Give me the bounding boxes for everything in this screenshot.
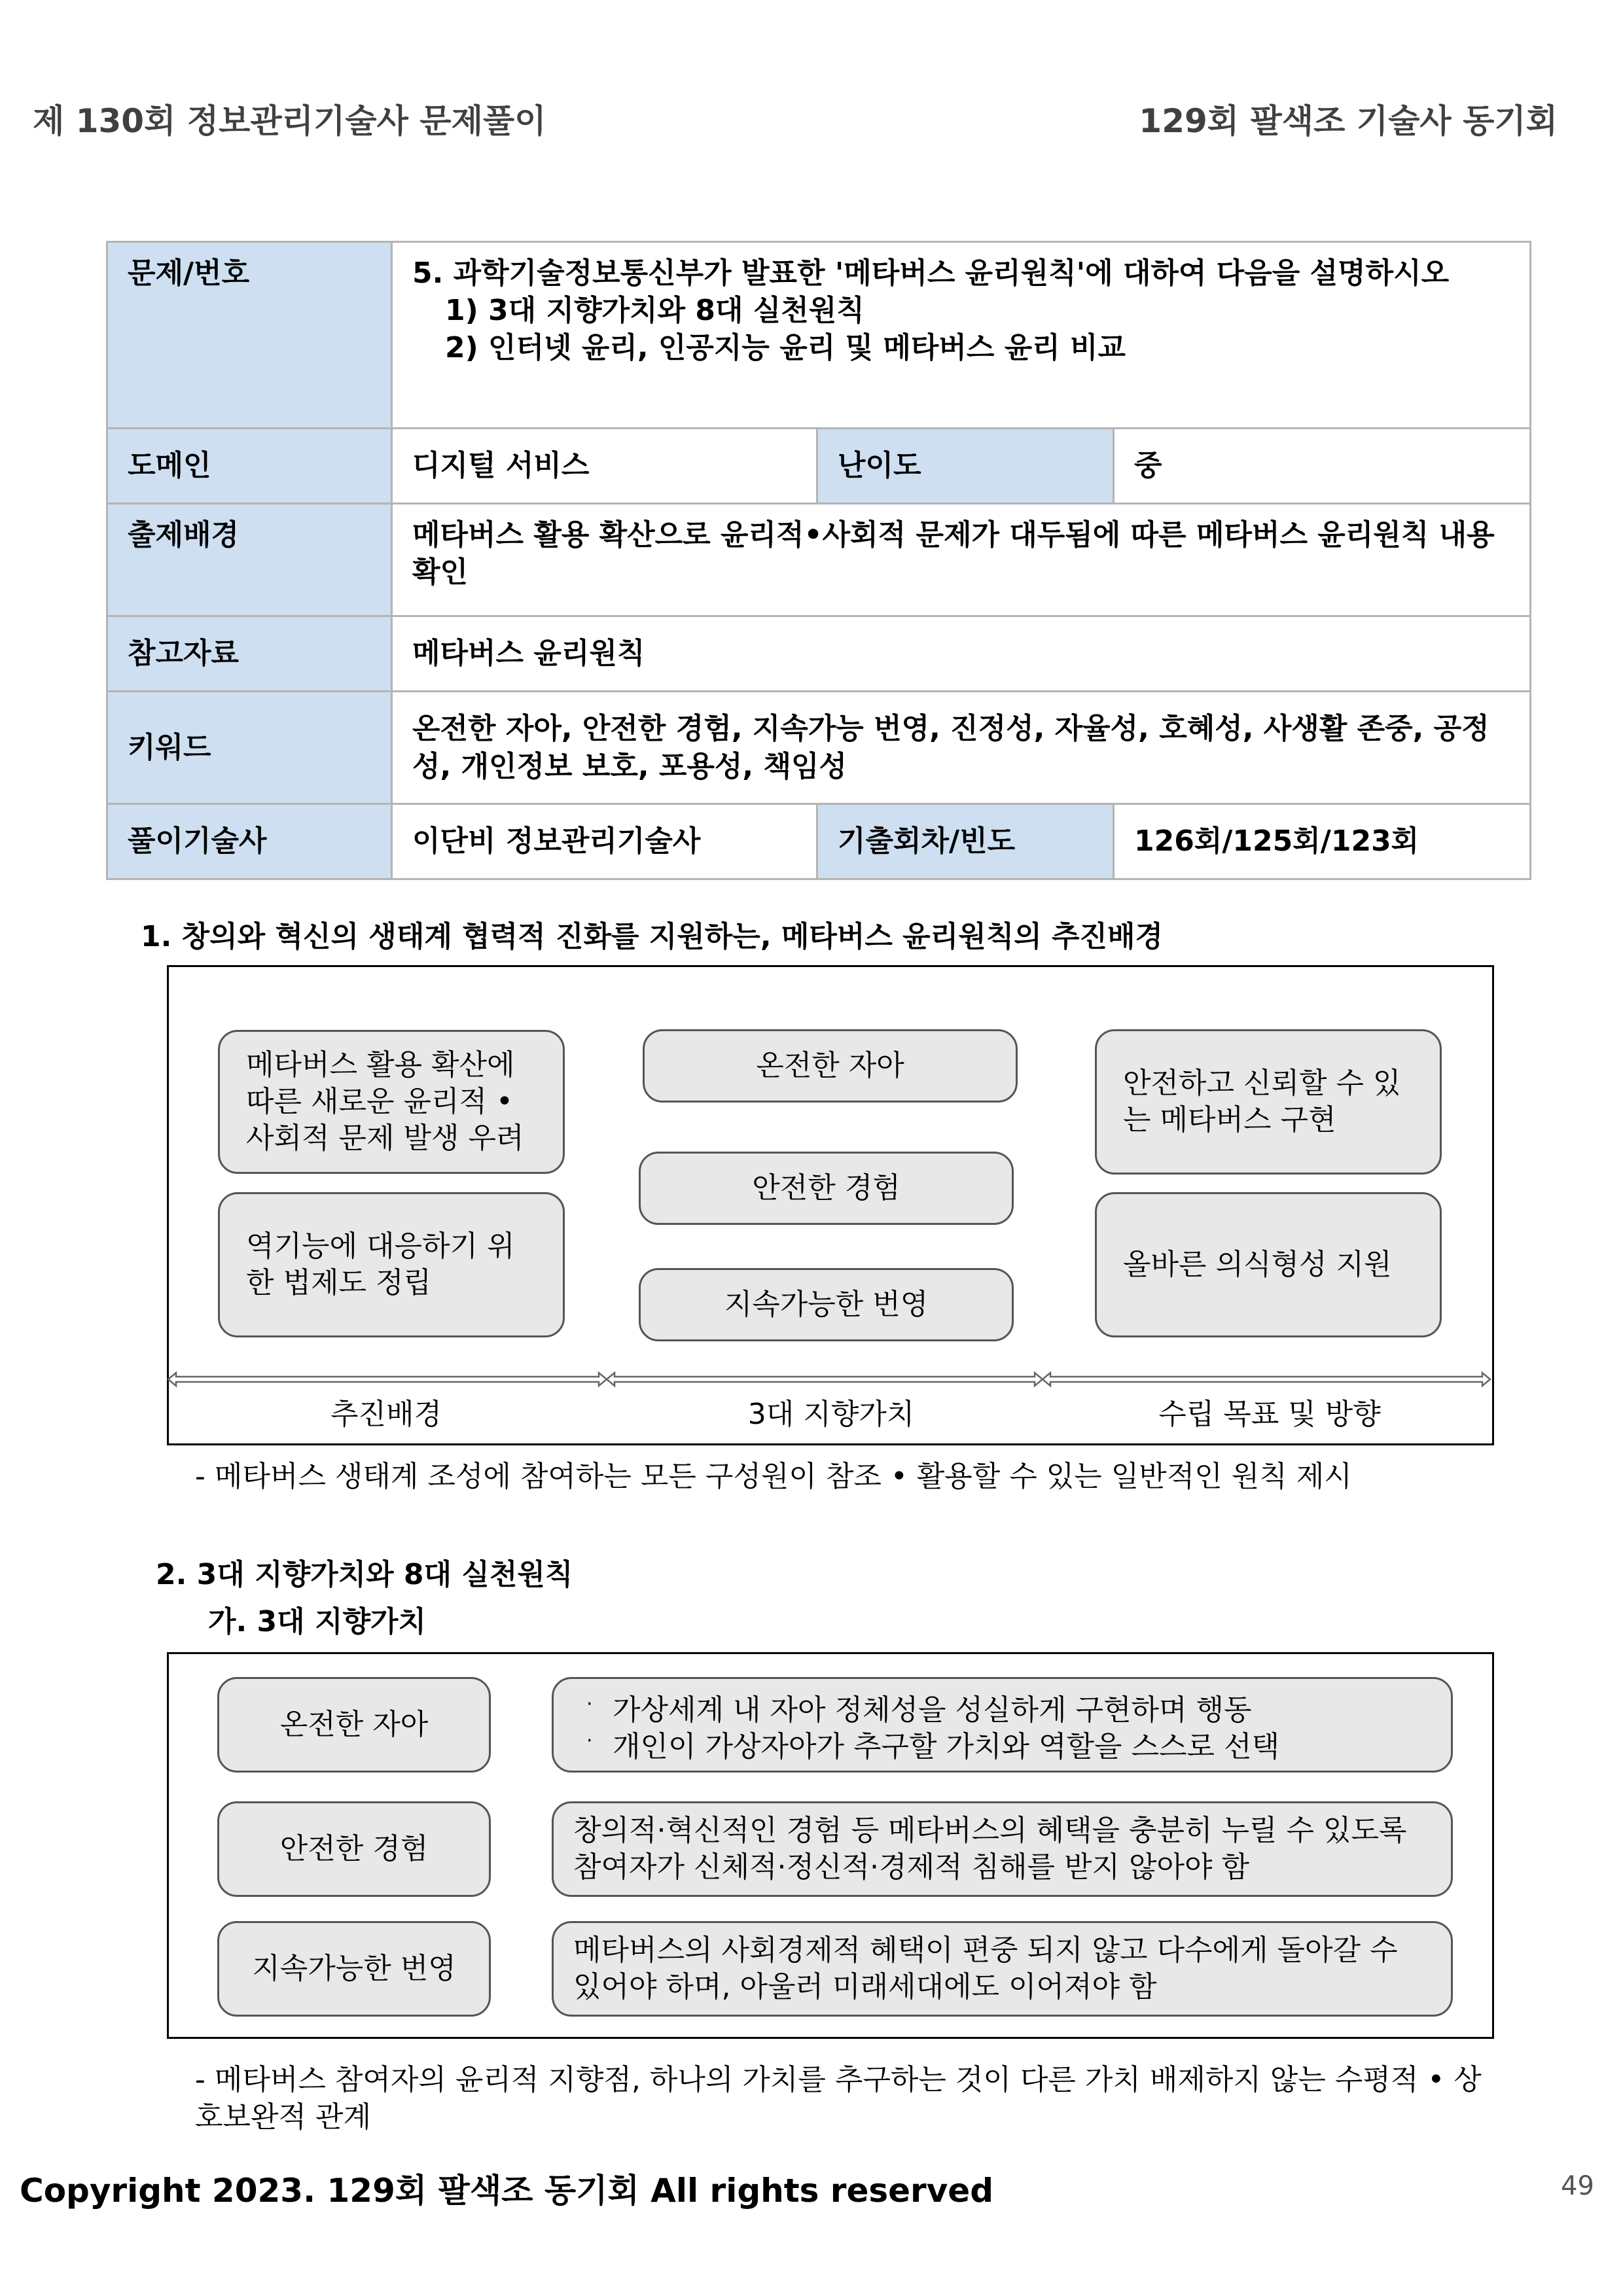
value-desc-1-line-2: · 개인이 가상자아가 추구할 가치와 역할을 스스로 선택: [573, 1729, 1431, 1765]
value-box-3: 지속가능한 번영: [639, 1268, 1014, 1341]
question-item-1: 1) 3대 지향가치와 8대 실천원칙: [445, 294, 865, 328]
section1-title: 1. 창의와 혁신의 생태계 협력적 진화를 지원하는, 메타버스 윤리원칙의 추진배경: [141, 920, 1164, 953]
question-label: 문제/번호: [107, 242, 392, 429]
header-right: 129회 팔색조 기술사 동기회: [1139, 102, 1558, 140]
header-left: 제 130회 정보관리기술사 문제풀이: [33, 102, 546, 140]
value-box-1: 온전한 자아: [643, 1029, 1018, 1103]
value-name-2: 안전한 경험: [217, 1801, 491, 1897]
question-item-2: 2) 인터넷 윤리, 인공지능 윤리 및 메타버스 윤리 비교: [445, 331, 1126, 365]
domain-value: 디지털 서비스: [392, 429, 817, 504]
value-desc-3: 메타버스의 사회경제적 혜택이 편중 되지 않고 다수에게 돌아갈 수 있어야 하며, 아울러 미래세대에도 이어져야 함: [552, 1921, 1453, 2017]
reference-label: 참고자료: [107, 616, 392, 692]
solver-label: 풀이기술사: [107, 804, 392, 879]
copyright: Copyright 2023. 129회 팔색조 동기회 All rights reserved: [20, 2172, 994, 2210]
background-label: 출제배경: [107, 504, 392, 616]
keyword-label: 키워드: [107, 692, 392, 804]
section2-title: 2. 3대 지향가치와 8대 실천원칙: [156, 1558, 573, 1591]
value-name-1: 온전한 자아: [217, 1677, 491, 1773]
timeline-arrow: [167, 1368, 1495, 1394]
value-box-2: 안전한 경험: [639, 1152, 1014, 1225]
keyword-value: 온전한 자아, 안전한 경험, 지속가능 번영, 진정성, 자율성, 호혜성, 사생활 존중, 공정성, 개인정보 보호, 포용성, 책임성: [392, 692, 1531, 804]
difficulty-label: 난이도: [817, 429, 1114, 504]
info-table: [106, 241, 1531, 880]
stage-label-background: 추진배경: [330, 1398, 442, 1431]
page-number: 49: [1561, 2171, 1594, 2201]
goal-box-1: 안전하고 신뢰할 수 있는 메타버스 구현: [1095, 1029, 1442, 1174]
section1-note: - 메타버스 생태계 조성에 참여하는 모든 구성원이 참조 • 활용할 수 있는 일반적인 원칙 제시: [195, 1460, 1352, 1493]
value-desc-1: [552, 1677, 1453, 1773]
background-box-1: 메타버스 활용 확산에 따른 새로운 윤리적 • 사회적 문제 발생 우려: [218, 1030, 565, 1174]
question-cell: [392, 242, 1531, 429]
value-name-3: 지속가능한 번영: [217, 1921, 491, 2017]
reference-value: 메타버스 윤리원칙: [392, 616, 1531, 692]
stage-label-goals: 수립 목표 및 방향: [1158, 1398, 1381, 1431]
question-title: 5. 과학기술정보통신부가 발표한 '메타버스 윤리원칙'에 대하여 다음을 설명하시오: [412, 256, 1450, 290]
history-value: 126회/125회/123회: [1114, 804, 1531, 879]
section2-subtitle: 가. 3대 지향가치: [208, 1605, 426, 1638]
domain-label: 도메인: [107, 429, 392, 504]
goal-box-2: 올바른 의식형성 지원: [1095, 1192, 1442, 1337]
solver-value: 이단비 정보관리기술사: [392, 804, 817, 879]
difficulty-value: 중: [1114, 429, 1531, 504]
value-desc-1-line-1: · 가상세계 내 자아 정체성을 성실하게 구현하며 행동: [573, 1692, 1431, 1729]
history-label: 기출회차/빈도: [817, 804, 1114, 879]
background-value: 메타버스 활용 확산으로 윤리적•사회적 문제가 대두됨에 따른 메타버스 윤리원칙 내용 확인: [392, 504, 1531, 616]
stage-label-values: 3대 지향가치: [747, 1398, 915, 1431]
value-desc-2: 창의적·혁신적인 경험 등 메타버스의 혜택을 충분히 누릴 수 있도록 참여자가 신체적·정신적·경제적 침해를 받지 않아야 함: [552, 1801, 1453, 1897]
section2-note: - 메타버스 참여자의 윤리적 지향점, 하나의 가치를 추구하는 것이 다른 가치 배제하지 않는 수평적 • 상호보완적 관계: [195, 2063, 1482, 2134]
background-box-2: 역기능에 대응하기 위한 법제도 정립: [218, 1192, 565, 1337]
